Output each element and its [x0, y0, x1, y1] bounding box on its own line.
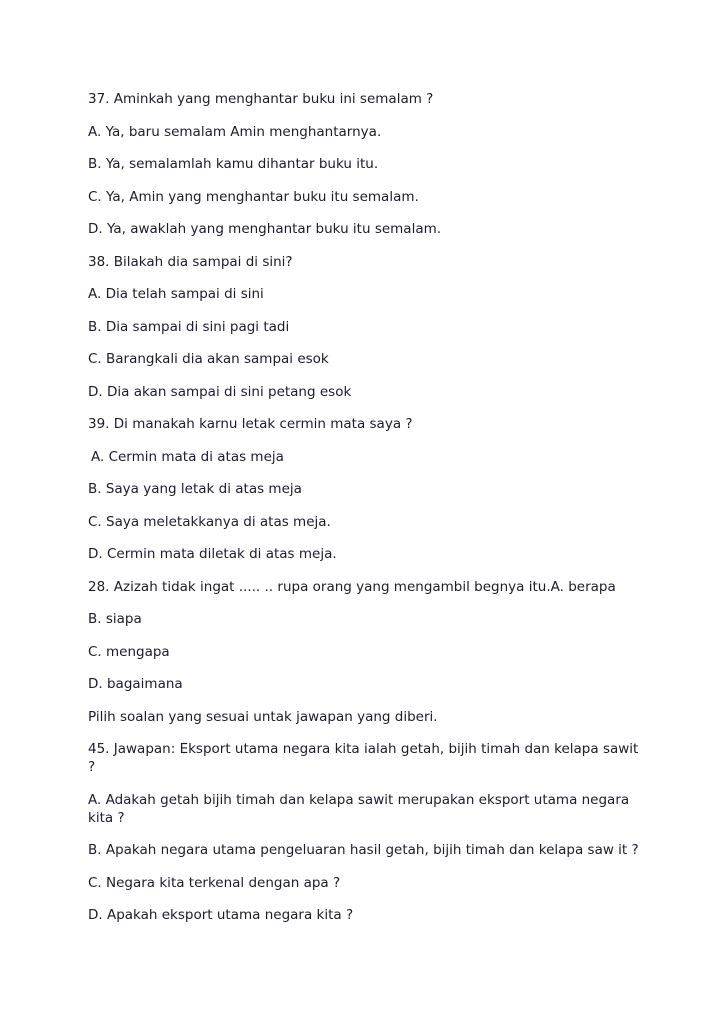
option-45-c: C. Negara kita terkenal dengan apa ?: [88, 874, 341, 891]
option-28-d: D. bagaimana: [88, 676, 183, 692]
question-38: 38. Bilakah dia sampai di sini?: [88, 253, 293, 270]
question-39: 39. Di manakah karnu letak cermin mata saya ?: [88, 416, 413, 432]
option-37-a: A. Ya, baru semalam Amin menghantarnya.: [88, 123, 382, 140]
option-45-d: D. Apakah eksport utama negara kita ?: [88, 907, 354, 923]
option-45-b: B. Apakah negara utama pengeluaran hasil getah, bijih timah dan kelapa saw it ?: [88, 842, 639, 858]
question-list: [88, 90, 648, 939]
question-28: 28. Azizah tidak ingat ..... .. rupa orang yang mengambil begnya itu.A. berapa: [88, 578, 616, 595]
option-37-b: B. Ya, semalamlah kamu dihantar buku itu.: [88, 156, 379, 172]
option-39-d: D. Cermin mata diletak di atas meja.: [88, 546, 337, 562]
option-38-b: B. Dia sampai di sini pagi tadi: [88, 318, 290, 335]
section-instruction: Pilih soalan yang sesuai untak jawapan yang diberi.: [88, 708, 438, 725]
option-37-c: C. Ya, Amin yang menghantar buku itu semalam.: [88, 188, 419, 205]
question-37: 37. Aminkah yang menghantar buku ini semalam ?: [88, 91, 434, 107]
option-39-b: B. Saya yang letak di atas meja: [88, 481, 302, 497]
question-45: 45. Jawapan: Eksport utama negara kita ialah getah, bijih timah dan kelapa sawit ?: [88, 741, 639, 775]
option-37-d: D. Ya, awaklah yang menghantar buku itu semalam.: [88, 221, 442, 237]
option-39-a: A. Cermin mata di atas meja: [91, 448, 284, 465]
option-28-b: B. siapa: [88, 611, 142, 627]
option-38-a: A. Dia telah sampai di sini: [88, 286, 264, 302]
option-39-c: C. Saya meletakkanya di atas meja.: [88, 513, 331, 530]
option-38-d: D. Dia akan sampai di sini petang esok: [88, 383, 352, 400]
option-28-c: C. mengapa: [88, 643, 170, 660]
option-45-a: A. Adakah getah bijih timah dan kelapa sawit merupakan eksport utama negara kita ?: [88, 791, 630, 826]
option-38-c: C. Barangkali dia akan sampai esok: [88, 351, 329, 367]
